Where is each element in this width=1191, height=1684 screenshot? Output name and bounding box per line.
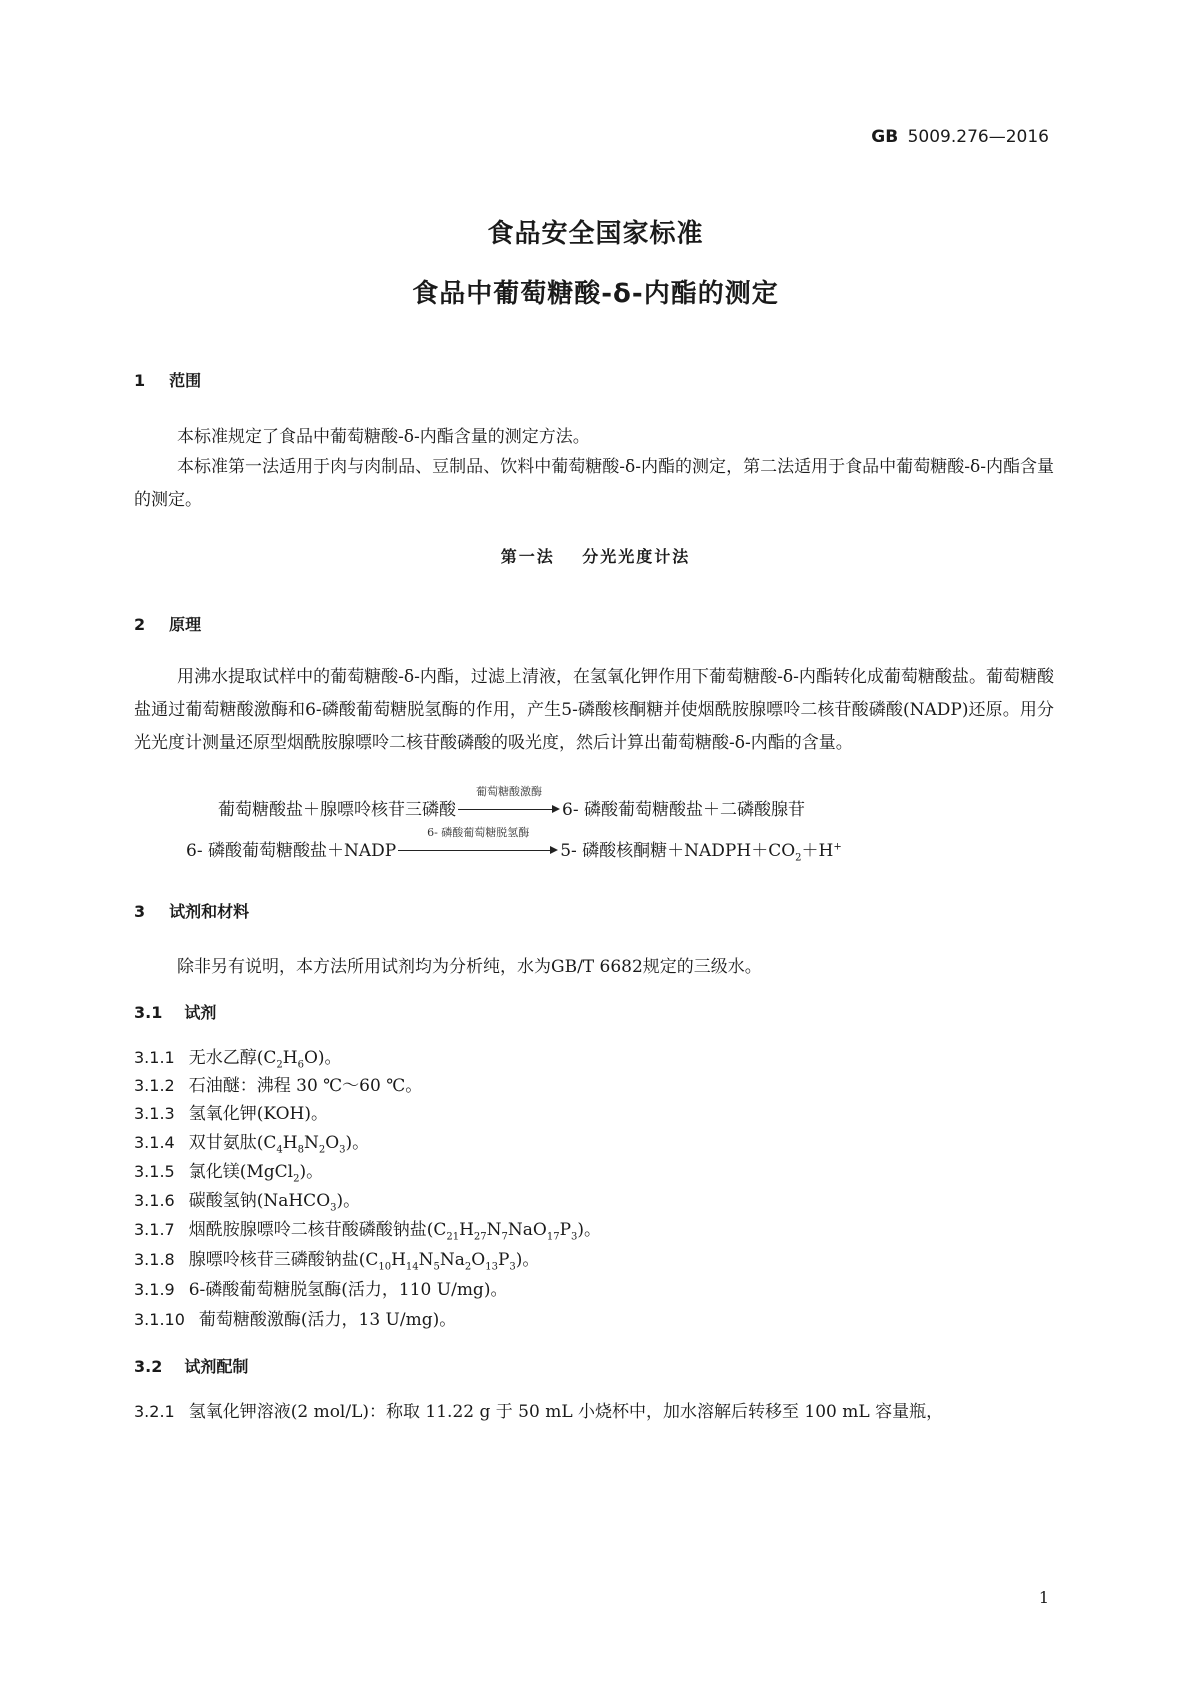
reagent-item: 3.1.6 碳酸氢钠(NaHCO$_3$)。 xyxy=(134,1191,361,1214)
section-1-heading: 1 范围 xyxy=(134,371,202,390)
reagent-item: 3.1.1 无水乙醇$(C_2H_6O)$。 xyxy=(134,1048,342,1071)
reaction-arrow-1: 葡萄糖酸激酶 xyxy=(458,803,560,815)
section-2-heading: 2 原理 xyxy=(134,615,202,634)
standard-number: GB 5009.276—2016 xyxy=(871,127,1049,147)
reagent-item: 3.1.9 6-磷酸葡萄糖脱氢酶(活力，110 U/mg)。 xyxy=(134,1280,508,1300)
reagent-item: 3.1.5 氯化镁(MgCl$_2$)。 xyxy=(134,1162,324,1185)
reagent-item: 3.1.4 双甘氨肽$(C_4H_8N_2O_3)$。 xyxy=(134,1133,370,1156)
reagent-item: 3.1.3 氢氧化钾(KOH)。 xyxy=(134,1104,328,1124)
main-title: 食品安全国家标准 xyxy=(487,219,704,249)
section-3-1-heading: 3.1 试剂 xyxy=(134,1003,217,1022)
sub-title: 食品中葡萄糖酸-δ-内酯的测定 xyxy=(412,279,779,309)
section-3-para-1: 除非另有说明，本方法所用试剂均为分析纯，水为GB/T 6682规定的三级水。 xyxy=(177,957,762,977)
reagent-item: 3.1.2 石油醚：沸程 30 ℃～60 ℃。 xyxy=(134,1076,423,1096)
reagent-item: 3.1.8 腺嘌呤核苷三磷酸钠盐$(C_{10}H_{14}N_5Na_2O_{13}P_3)$。 xyxy=(134,1250,540,1273)
section-1-para-1: 本标准规定了食品中葡萄糖酸-δ-内酯含量的测定方法。 xyxy=(177,427,590,447)
reagent-item: 3.1.10 葡萄糖酸激酶(活力，13 U/mg)。 xyxy=(134,1310,457,1330)
page-number: 1 xyxy=(1038,1588,1049,1607)
section-1-para-2: 本标准第一法适用于肉与肉制品、豆制品、饮料中葡萄糖酸-δ-内酯的测定，第二法适用于食品中葡萄糖酸-δ-内酯含量的测定。 xyxy=(134,457,1054,510)
method-1-heading: 第一法 分光光度计法 xyxy=(500,547,691,566)
section-3-2-heading: 3.2 试剂配制 xyxy=(134,1357,249,1376)
reagent-item: 3.1.7 烟酰胺腺嘌呤二核苷酸磷酸钠盐$(C_{21}H_{27}N_7NaO_{17}P_3)$。 xyxy=(134,1220,602,1243)
item-3-2-1: 3.2.1 氢氧化钾溶液(2 mol/L)：称取 11.22 g 于 50 mL 小烧杯中，加水溶解后转移至 100 mL 容量瓶， xyxy=(134,1402,944,1422)
reaction-equation-2: 6- 磷酸葡萄糖酸盐＋NADP 6- 磷酸葡萄糖脱氢酶 5- 磷酸核酮糖$+NADPH+CO_2+H^+$ xyxy=(186,826,842,864)
reaction-equation-1: 葡萄糖酸盐＋腺嘌呤核苷三磷酸 葡萄糖酸激酶 6- 磷酸葡萄糖酸盐＋二磷酸腺苷 xyxy=(218,785,805,820)
reaction-arrow-2: 6- 磷酸葡萄糖脱氢酶 xyxy=(398,844,558,856)
section-2-para-1: 用沸水提取试样中的葡萄糖酸-δ-内酯，过滤上清液，在氢氧化钾作用下葡萄糖酸-δ-内酯转化成葡萄糖酸盐。葡萄糖酸盐通过葡萄糖酸激酶和6-磷酸葡萄糖脱氢酶的作用，产生5-磷酸核酮糖并使烟酰胺腺嘌呤二核苷酸磷酸(NADP)还原。用分光光度计测量还原型烟酰胺腺嘌呤二核苷酸磷酸的吸光度，然后计算出葡萄糖酸-δ-内酯的含量。 xyxy=(134,667,1054,753)
section-3-heading: 3 试剂和材料 xyxy=(134,902,250,921)
